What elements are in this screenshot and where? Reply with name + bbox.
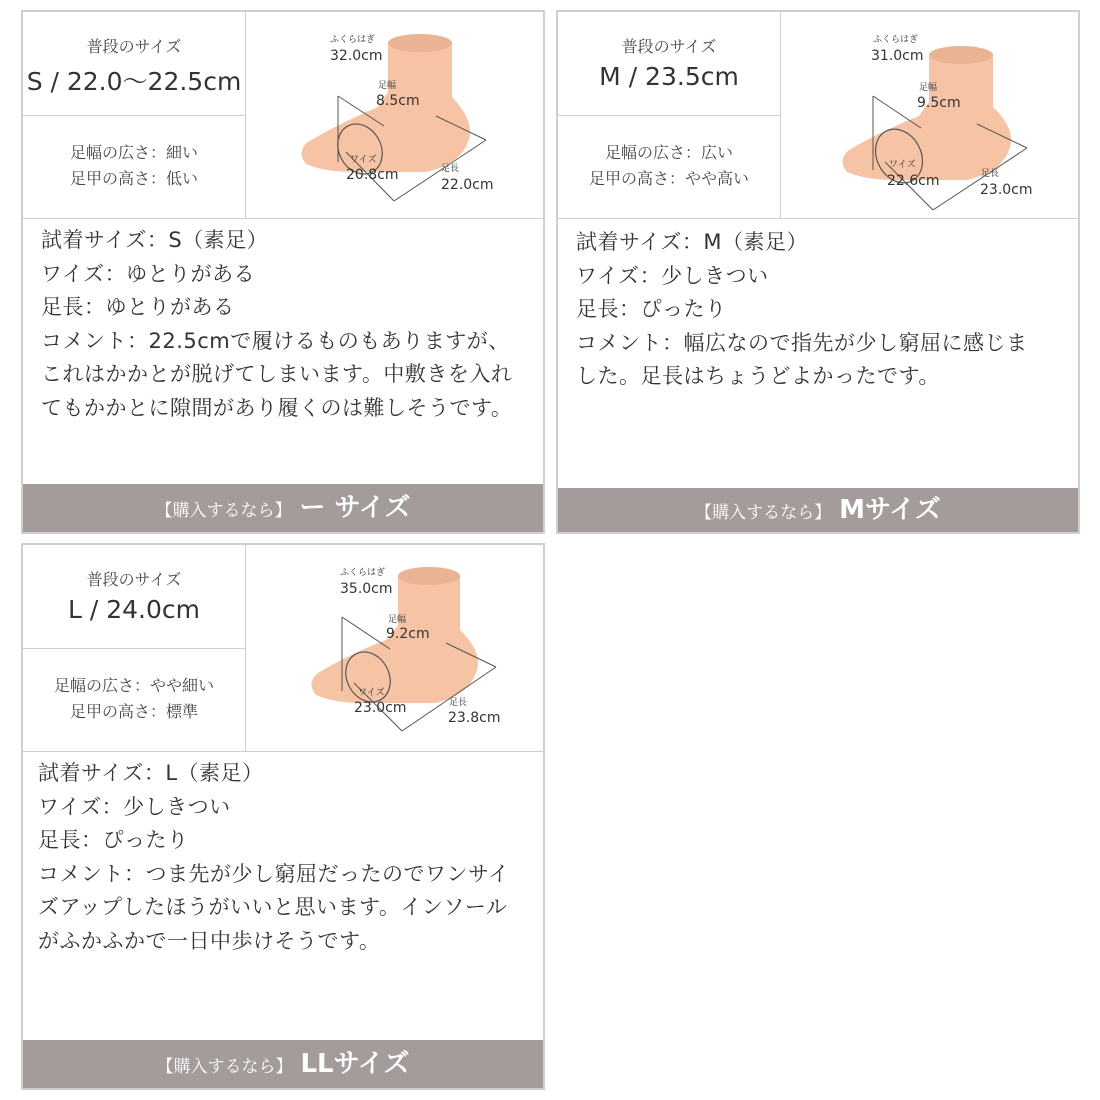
review-line: ワイズ：少しきつい xyxy=(38,794,231,819)
foot-height-trait: 足甲の高さ：やや高い xyxy=(588,169,749,188)
review-line: 試着サイズ：M（素足） xyxy=(576,230,808,254)
foot-width-label: 足幅 xyxy=(378,81,397,91)
calf-value: 31.0cm xyxy=(871,48,924,64)
length-value: 23.0cm xyxy=(980,182,1033,198)
foot-width-diagonal xyxy=(342,617,390,649)
card-header xyxy=(558,12,1078,219)
foot-illustration xyxy=(781,12,1078,218)
usual-size-box xyxy=(558,12,780,116)
usual-size-label: 普段のサイズ xyxy=(86,37,182,56)
purchase-prefix: 【購入するなら】 xyxy=(155,501,292,521)
foot-diagram xyxy=(246,12,546,218)
wise-label: ワイズ xyxy=(358,688,385,698)
foot-width-label: 足幅 xyxy=(388,615,407,625)
review-line: 足長：ぴったり xyxy=(576,297,727,321)
calf-label: ふくらはぎ xyxy=(873,35,919,45)
foot-width-trait: 足幅の広さ：広い xyxy=(604,143,733,162)
calf-value: 32.0cm xyxy=(330,48,383,64)
size-card-l xyxy=(21,543,545,1090)
foot-width-value: 8.5cm xyxy=(376,93,420,109)
foot-diagram xyxy=(781,12,1081,218)
review-line: した。足長はちょうどよかったです。 xyxy=(576,364,940,388)
review-line: ワイズ：ゆとりがある xyxy=(41,261,256,286)
wise-label: ワイズ xyxy=(889,160,916,170)
purchase-recommendation xyxy=(23,484,543,532)
foot-width-trait: 足幅の広さ：細い xyxy=(69,143,198,162)
calf-label: ふくらはぎ xyxy=(330,35,376,45)
foot-width-value: 9.2cm xyxy=(386,626,430,642)
size-card-m xyxy=(556,10,1080,534)
foot-illustration xyxy=(246,12,543,218)
usual-size-box xyxy=(23,12,245,116)
card-header xyxy=(23,12,543,219)
foot-traits xyxy=(23,116,245,218)
foot-width-value: 9.5cm xyxy=(917,95,961,111)
review-line: がふかふかで一日中歩けそうです。 xyxy=(38,928,381,953)
foot-traits xyxy=(558,116,780,218)
calf-value: 35.0cm xyxy=(340,581,393,597)
review-line: 試着サイズ：S（素足） xyxy=(41,228,269,252)
length-label: 足長 xyxy=(981,169,1000,179)
review-line: 足長：ゆとりがある xyxy=(41,295,235,319)
foot-shape xyxy=(842,54,1011,180)
review-text xyxy=(38,757,529,958)
usual-size-box xyxy=(23,545,245,649)
review-line: コメント：22.5cmで履けるものもありますが、 xyxy=(41,328,510,353)
recommended-size: LLサイズ xyxy=(300,1049,410,1079)
review-line: てもかかとに隙間があり履くのは難しそうです。 xyxy=(41,395,513,420)
purchase-prefix: 【購入するなら】 xyxy=(156,1057,293,1077)
calf-opening xyxy=(929,46,993,64)
card-header xyxy=(23,545,543,752)
length-label: 足長 xyxy=(449,698,468,708)
calf-label: ふくらはぎ xyxy=(340,568,386,578)
foot-illustration xyxy=(246,545,543,751)
review-line: 足長：ぴったり xyxy=(38,828,189,852)
wise-value: 20.8cm xyxy=(346,167,399,183)
review-line: 試着サイズ：L（素足） xyxy=(38,761,264,785)
usual-size-value: L / 24.0cm xyxy=(67,595,200,624)
wise-value: 22.6cm xyxy=(887,173,940,189)
length-value: 22.0cm xyxy=(441,177,494,193)
size-card-s xyxy=(21,10,545,534)
foot-height-trait: 足甲の高さ：標準 xyxy=(69,702,198,721)
wise-value: 23.0cm xyxy=(354,700,407,716)
usual-size-value: M / 23.5cm xyxy=(599,62,739,91)
purchase-recommendation xyxy=(558,488,1078,532)
size-info xyxy=(23,545,246,751)
purchase-recommendation xyxy=(23,1040,543,1088)
usual-size-label: 普段のサイズ xyxy=(86,570,182,589)
review-line: コメント：幅広なので指先が少し窮屈に感じま xyxy=(576,330,1028,355)
calf-opening xyxy=(388,34,452,52)
foot-diagram xyxy=(246,545,546,751)
purchase-prefix: 【購入するなら】 xyxy=(695,503,832,523)
review-line: コメント：つま先が少し窮屈だったのでワンサイ xyxy=(38,861,510,886)
review-text xyxy=(41,224,529,425)
review-text xyxy=(576,226,1064,394)
foot-width-trait: 足幅の広さ：やや細い xyxy=(53,676,214,695)
review-line: ズアップしたほうがいいと思います。インソール xyxy=(38,895,508,919)
foot-width-diagonal xyxy=(873,96,921,128)
size-info xyxy=(23,12,246,218)
usual-size-label: 普段のサイズ xyxy=(621,37,717,56)
length-label: 足長 xyxy=(441,164,460,174)
review-line: これはかかとが脱げてしまいます。中敷きを入れ xyxy=(41,362,513,386)
usual-size-value: S / 22.0〜22.5cm xyxy=(26,67,242,96)
recommended-size: ー サイズ xyxy=(299,493,411,523)
foot-width-label: 足幅 xyxy=(919,83,938,93)
foot-traits xyxy=(23,649,245,751)
review-line: ワイズ：少しきつい xyxy=(576,263,769,288)
wise-label: ワイズ xyxy=(350,155,377,165)
calf-opening xyxy=(398,567,460,585)
size-info xyxy=(558,12,781,218)
recommended-size: Mサイズ xyxy=(839,495,941,525)
foot-height-trait: 足甲の高さ：低い xyxy=(69,169,198,188)
length-value: 23.8cm xyxy=(448,710,501,726)
